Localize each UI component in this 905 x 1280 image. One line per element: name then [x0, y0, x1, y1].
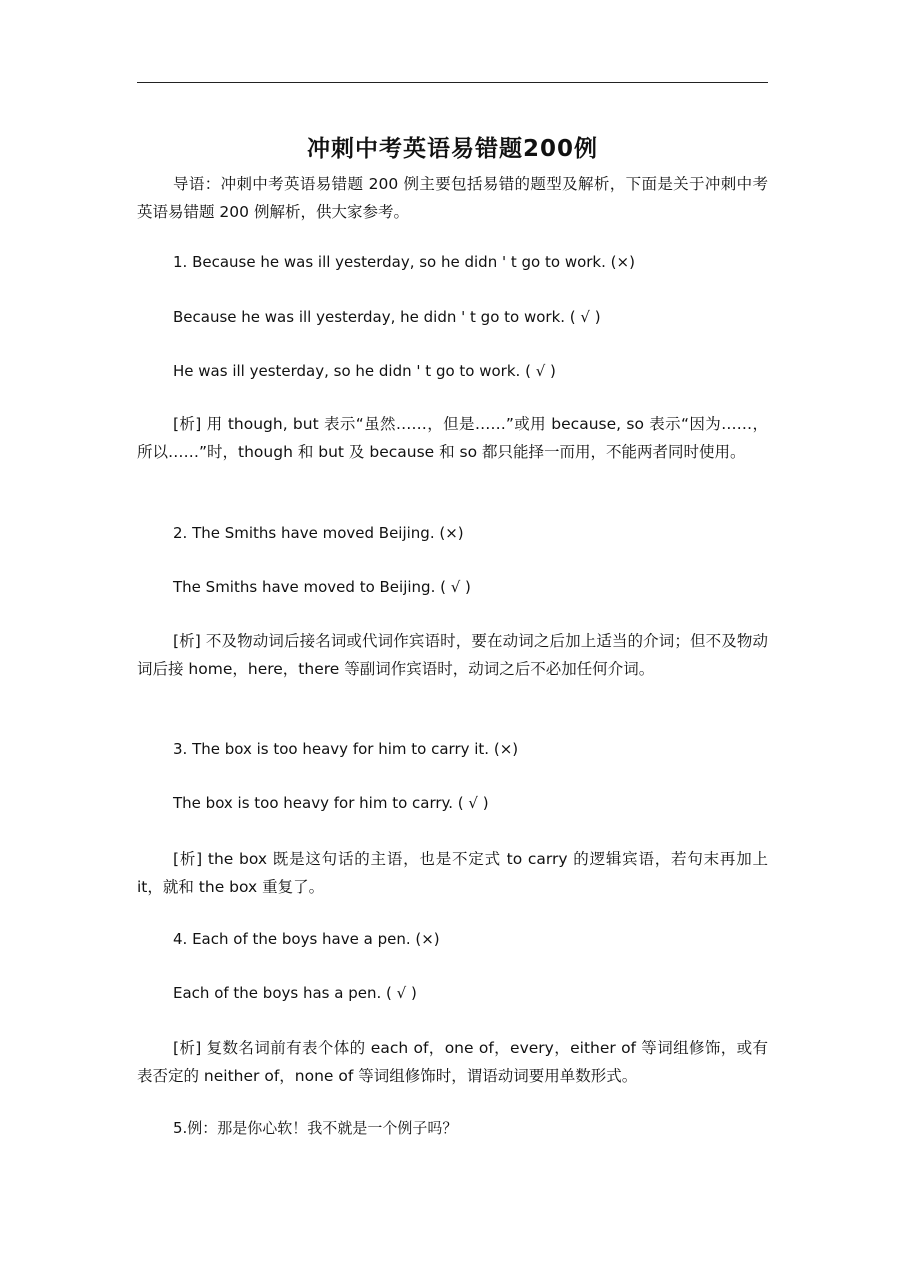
item-3-analysis: [析] the box 既是这句话的主语，也是不定式 to carry 的逻辑宾语，若句末再加上 it，就和 the box 重复了。 — [137, 850, 768, 896]
intro-paragraph: 导语：冲刺中考英语易错题 200 例主要包括易错的题型及解析，下面是关于冲刺中考英语易错题 200 例解析，供大家参考。 — [137, 175, 768, 221]
item-3-wrong: 3. The box is too heavy for him to carry it. (×) — [173, 740, 519, 758]
item-1-wrong: 1. Because he was ill yesterday, so he didn ' t go to work. (×) — [173, 253, 635, 271]
item-2-analysis: [析] 不及物动词后接名词或代词作宾语时，要在动词之后加上适当的介词；但不及物动词后接 home，here，there 等副词作宾语时，动词之后不必加任何介词。 — [137, 632, 768, 678]
item-4-right: Each of the boys has a pen. ( √ ) — [173, 984, 417, 1002]
page-title: 冲刺中考英语易错题200例 — [306, 136, 598, 162]
item-1-analysis: [析] 用 though, but 表示“虽然……，但是……”或用 because, so 表示“因为……，所以……”时，though 和 but 及 because 和 so 都只能择一而用，不能两者同时使用。 — [137, 415, 768, 461]
item-2-wrong: 2. The Smiths have moved Beijing. (×) — [173, 524, 464, 542]
item-5-heading: 5.例：那是你心软！我不就是一个例子吗？ — [173, 1119, 458, 1137]
item-2-right: The Smiths have moved to Beijing. ( √ ) — [173, 578, 471, 596]
item-4-analysis: [析] 复数名词前有表个体的 each of，one of，every，either of 等词组修饰，或有表否定的 neither of，none of 等词组修饰时，谓语动词要用单数形式。 — [137, 1039, 768, 1085]
item-3-right: The box is too heavy for him to carry. ( √ ) — [173, 794, 489, 812]
item-1-right-b: He was ill yesterday, so he didn ' t go to work. ( √ ) — [173, 362, 556, 380]
item-4-wrong: 4. Each of the boys have a pen. (×) — [173, 930, 440, 948]
item-1-right-a: Because he was ill yesterday, he didn ' t go to work. ( √ ) — [173, 308, 601, 326]
header-rule — [137, 82, 768, 83]
